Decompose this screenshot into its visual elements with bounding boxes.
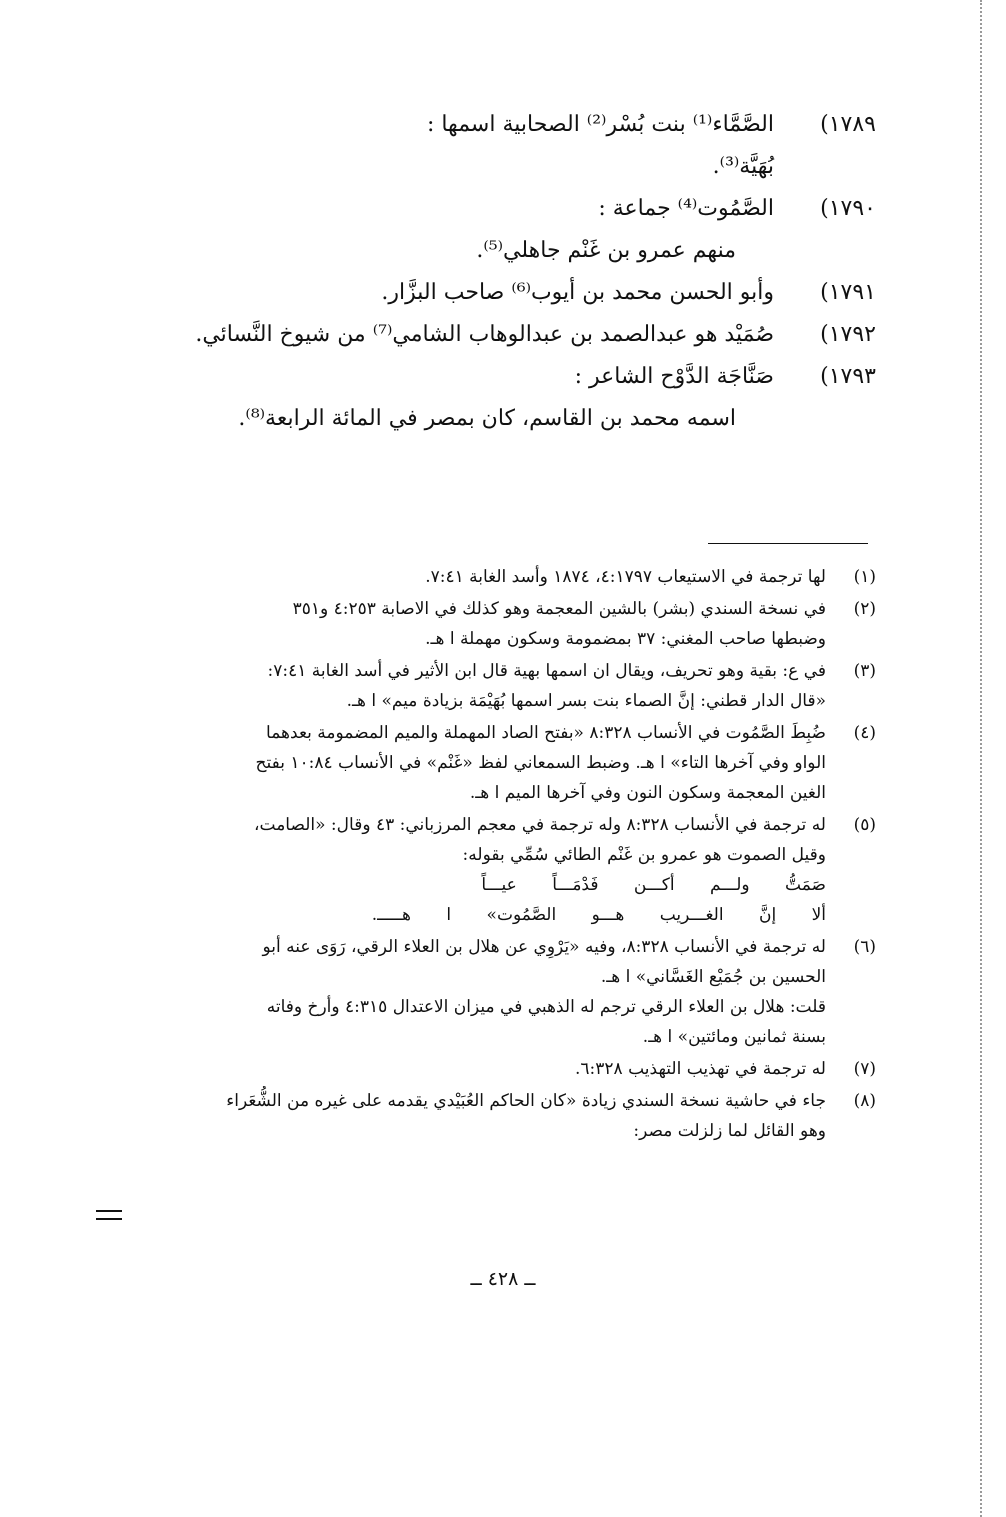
entry-continuation: منهم عمرو بن غَنْم جاهلي⁽⁵⁾. [476,238,736,263]
entry-number: ١٧٩١) [820,280,876,305]
footnote-line: في ع: بقية وهو تحريف، ويقال ان اسمها بهية قال ابن الأثير في أسد الغابة ٧:٤١: [267,661,826,681]
footnote-line: لها ترجمة في الاستيعاب ٤:١٧٩٧، ١٨٧٤ وأسد الغابة ٧:٤١. [425,567,826,587]
footnote-2 [136,594,876,654]
footnote-3 [136,656,876,716]
footnote-number: (٦) [853,937,876,957]
entry-number: ١٧٩٢) [820,322,876,347]
footnote-line: بسنة ثمانين ومائتين» ا هـ. [642,1027,826,1047]
entry-text: الصَّمُوت⁽⁴⁾ جماعة : [598,196,774,221]
footnote-line: الحسين بن جُمَيْع الغَسَّاني» ا هـ. [600,967,826,987]
entry-text: الصَّمَّاء⁽¹⁾ بنت بُسْر⁽²⁾ الصحابية اسمها : [426,112,774,137]
entry-number: ١٧٨٩) [820,112,876,137]
entry-1790 [136,188,876,230]
footnote-line: «قال الدار قطني: إنَّ الصماء بنت بسر اسمها بُهَيْمَة بزيادة ميم» ا هـ. [346,691,826,711]
entry-text: وأبو الحسن محمد بن أيوب⁽⁶⁾ صاحب البزَّار. [381,280,774,305]
footnote-line: له ترجمة في الأنساب ٨:٣٢٨، وفيه «يَرْوِي عن هلال بن العلاء الرقي، رَوَى عنه أبو [262,937,826,957]
footnote-separator [708,543,868,544]
footnote-6 [136,932,876,1052]
footnotes [136,562,876,1148]
entry-1791 [136,272,876,314]
footnote-line: جاء في حاشية نسخة السندي زيادة «كان الحاكم العُبَيْدي يقدمه على غيره من الشُّعَراء [226,1091,826,1111]
footnote-line: له ترجمة في الأنساب ٨:٣٢٨ وله ترجمة في معجم المرزباني: ٤٣ وقال: «الصامت، [254,815,826,835]
footnote-7 [136,1054,876,1084]
footnote-5 [136,810,876,930]
footnote-line: وقيل الصموت هو عمرو بن غَنْم الطائي سُمِّي بقوله: [462,845,826,865]
entry-continuation: اسمه محمد بن القاسم، كان بمصر في المائة الرابعة⁽⁸⁾. [238,406,736,431]
entry-1793 [136,356,876,398]
entry-1792 [136,314,876,356]
footnote-line: في نسخة السندي (بشر) بالشين المعجمة وهو كذلك في الاصابة ٤:٢٥٣ و٣٥١ [292,599,826,619]
footnote-number: (٤) [853,723,876,743]
entry-1789 [136,104,876,146]
footnote-line: وهو القائل لما زلزلت مصر: [633,1121,826,1141]
footnote-line: له ترجمة في تهذيب التهذيب ٦:٣٢٨. [575,1059,826,1079]
footnote-4 [136,718,876,808]
footnote-number: (٥) [853,815,876,835]
entry-number: ١٧٩٣) [820,364,876,389]
footnote-number: (٣) [853,661,876,681]
footnote-line: ضُبِطَ الصَّمُوت في الأنساب ٨:٣٢٨ «بفتح الصاد المهملة والميم المضمومة بعدهما [266,723,826,743]
footnote-number: (٢) [853,599,876,619]
footnote-1 [136,562,876,592]
poem-verse: ألا إنَّ الغـــريب هـــو الصَّمُوت» ا هـــــ. [371,905,826,925]
continuation-mark [96,1210,122,1220]
footnote-line: الغين المعجمة وسكون النون وفي آخرها الميم ا هـ. [469,783,826,803]
footnote-number: (٨) [853,1091,876,1111]
entry-number: ١٧٩٠) [820,196,876,221]
footnote-line: الواو وفي آخرها التاء» ا هـ. وضبط السمعاني لفظ «غَنْم» في الأنساب ١٠:٨٤ بفتح [255,753,826,773]
entry-text: صَنَّاجَة الدَّوْح الشاعر : [574,364,774,389]
entry-text: صُمَيْد هو عبدالصمد بن عبدالوهاب الشامي⁽⁷⁾ من شيوخ النَّسائي. [195,322,774,347]
main-text [136,104,876,440]
page-number: ــ ٤٢٨ ــ [470,1268,536,1290]
entry-continuation: بُهَيَّة⁽³⁾. [712,154,774,179]
footnote-line: قلت: هلال بن العلاء الرقي ترجم له الذهبي في ميزان الاعتدال ٤:٣١٥ وأرخ وفاته [266,997,826,1017]
footnote-8 [136,1086,876,1146]
footnote-line: وضبطها صاحب المغني: ٣٧ بمضمومة وسكون مهملة ا هـ. [425,629,826,649]
poem-verse: صَمَتُّ ولـــم أكـــن فَدْمَـــاً عيـــاً [481,875,826,895]
footnote-number: (١) [853,567,876,587]
footnote-number: (٧) [853,1059,876,1079]
